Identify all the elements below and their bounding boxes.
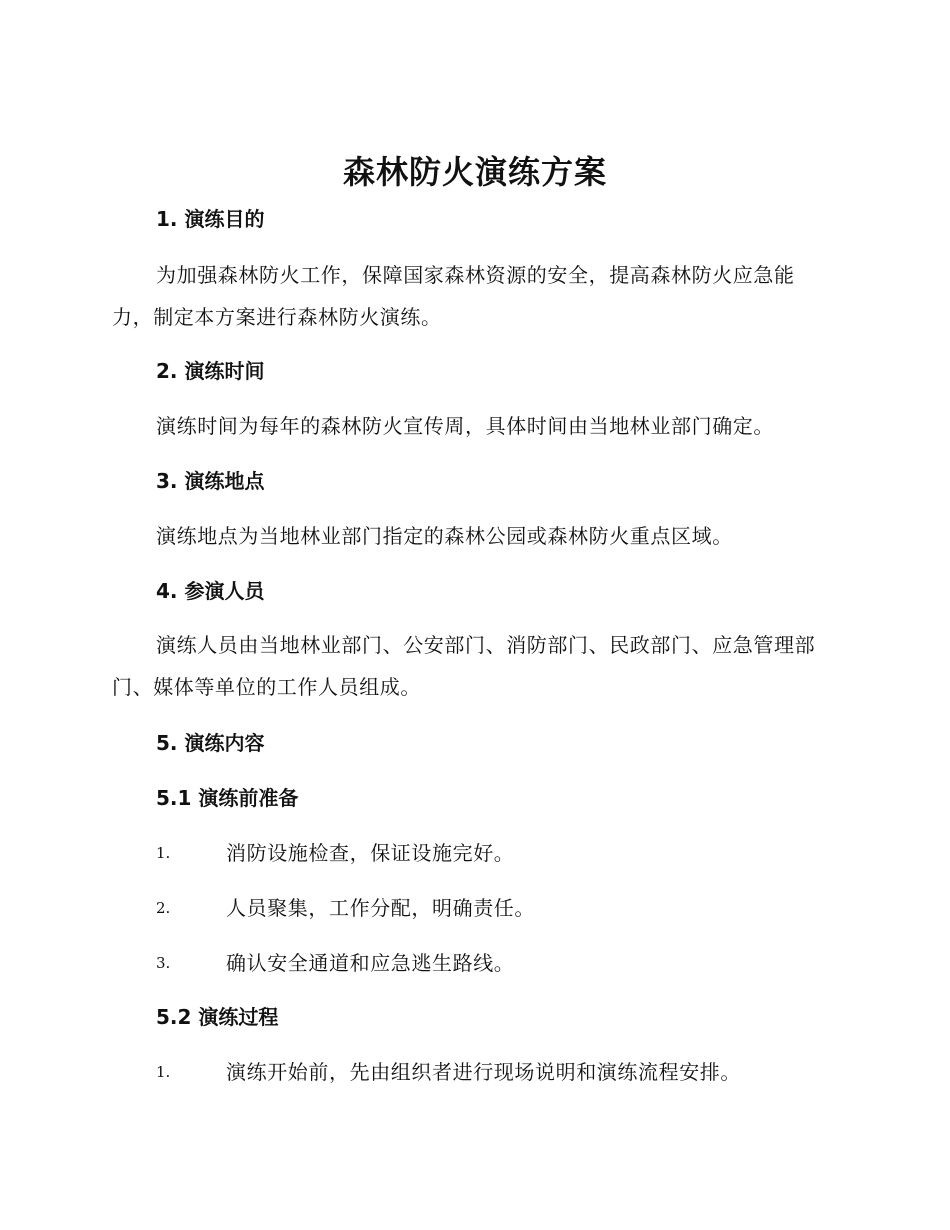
list-item-number: 2. [156,899,171,917]
list-item-number: 1. [156,844,171,862]
list-item-text: 确认安全通道和应急逃生路线。 [226,951,515,975]
list-item-text: 消防设施检查，保证设施完好。 [226,841,515,865]
section-heading-participants: 4. 参演人员 [156,579,265,603]
document-title: 森林防火演练方案 [342,153,607,191]
subsection-heading-process: 5.2 演练过程 [156,1005,279,1029]
section-heading-time: 2. 演练时间 [156,359,265,383]
list-item-number: 1. [156,1063,171,1081]
list-item-number: 3. [156,954,171,972]
section-heading-location: 3. 演练地点 [156,469,265,493]
section-text-location: 演练地点为当地林业部门指定的森林公园或森林防火重点区域。 [156,524,733,548]
section-heading-purpose: 1. 演练目的 [156,207,265,231]
list-item-text: 演练开始前，先由组织者进行现场说明和演练流程安排。 [226,1060,741,1084]
list-item-text: 人员聚集，工作分配，明确责任。 [226,896,535,920]
section-text-purpose: 为加强森林防火工作，保障国家森林资源的安全，提高森林防火应急能力，制定本方案进行森林防火演练。 [112,263,795,329]
section-text-time: 演练时间为每年的森林防火宣传周，具体时间由当地林业部门确定。 [156,414,774,438]
section-heading-content: 5. 演练内容 [156,731,265,755]
subsection-heading-preparation: 5.1 演练前准备 [156,786,299,810]
section-text-participants: 演练人员由当地林业部门、公安部门、消防部门、民政部门、应急管理部门、媒体等单位的工作人员组成。 [112,633,816,699]
